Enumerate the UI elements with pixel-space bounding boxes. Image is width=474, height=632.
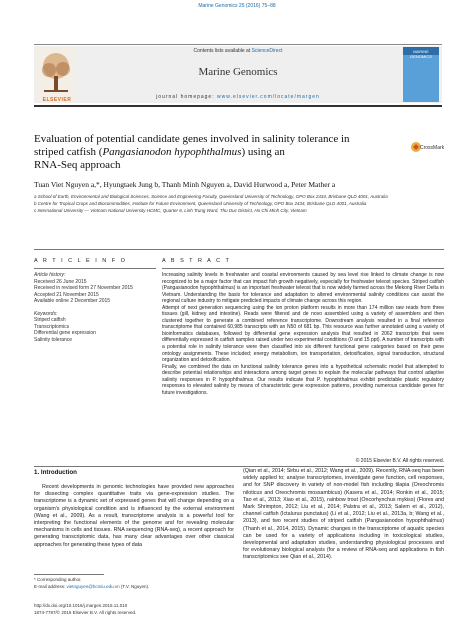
homepage-link[interactable]: www.elsevier.com/locate/margen (217, 94, 320, 100)
affiliation-c: c International University — Vietnam National University HCMC, Quarter 6, Linh Trung Ward, Thu Duc District, Ho Chi Minh City, Vietnam (34, 208, 307, 213)
history-label: Article history: (34, 272, 66, 278)
issn-line: 1874-7787/© 2015 Elsevier B.V. All rights reserved. (34, 610, 137, 615)
contents-prefix: Contents lists available at (193, 48, 252, 54)
species-name: Pangasianodon hypophthalmus (102, 146, 242, 158)
history-item: Received 26 June 2015 (34, 278, 87, 285)
history-item: Available online 2 December 2015 (34, 298, 111, 304)
email-label: E-mail address: (34, 584, 67, 589)
affiliation-a: a School of Earth, Environmental and Biological Sciences, Science and Engineering Faculty, Queensland University of Technology, GPO Box 2434, Brisbane QLD 4001, Australia (34, 194, 388, 199)
sciencedirect-link[interactable]: ScienceDirect (251, 48, 283, 54)
email-name: (T.V. Nguyen). (119, 584, 150, 589)
contents-lists (34, 48, 442, 54)
keyword: Differential gene expression (34, 330, 96, 336)
title-line-2 (34, 146, 404, 159)
elsevier-wordmark: ELSEVIER (42, 97, 72, 103)
abstract-paragraph: Attempt of next generation sequencing using the ion proton platform results in more than 174 million raw reads from three tissues (gill, kidney and intestine). Reads were filtered and de novo assembled using a variety of assemblers and then clustered together to generate a combined reference transcriptome. Downstream analysis resulted in a final reference transcriptome that contained 60,985 transcripts with an N50 of 681 bp. This resource was further annotated using a variety of bioinformatics databases, followed by differential gene expression analysis that resulted in 2062 transcripts that were differentially expressed in catfish samples raised under two experimental conditions (0 and 15 ppt). A number of transcripts with a potential role in salinity tolerance were then classified into six different functional gene categories based on their gene ontology assignments. These included; energy metabolism, ion transportation, detoxification, signal transduction, structural organization and detoxification. (162, 304, 444, 364)
header-top-rule (34, 44, 442, 45)
journal-title: Marine Genomics (198, 66, 278, 78)
journal-reference[interactable]: Marine Genomics 25 (2016) 75–88 (198, 3, 276, 9)
title-part: ) using an (241, 146, 285, 158)
abstract-copyright: © 2015 Elsevier B.V. All rights reserved. (355, 458, 444, 464)
title-line-1: Evaluation of potential candidate genes involved in salinity tolerance in (34, 133, 350, 145)
divider (162, 268, 444, 269)
title-part: striped catfish ( (34, 146, 103, 158)
abstract-body (162, 272, 444, 396)
email-link[interactable]: vietnguyen@hcmiu.edu.vn (66, 584, 120, 589)
article-info-heading: A R T I C L E I N F O (34, 258, 127, 264)
divider (34, 249, 444, 250)
divider (34, 466, 444, 467)
homepage-prefix: journal homepage: (156, 94, 217, 100)
header-bottom-rule (34, 105, 442, 107)
abstract-heading: A B S T R A C T (162, 258, 231, 264)
email-line (34, 584, 234, 589)
article-title (34, 133, 404, 172)
intro-paragraph: Recent developments in genomic technologies have provided new approaches for dissecting complex quantitative traits via gene-expression studies. The transcriptome is a dynamic set of expressed genes that will change depending on a organism's physiological condition and is influenced by the external environment (Wang et al., 2009). As a result, transcriptome analysis is a powerful tool for interpreting the functional elements of the genome and for revealing molecular mechanisms in cells and tissues. RNA sequencing (RNA-seq), a recent approach for generating transcriptomic data, has many clear advantages over other classical approaches for generating these types of data (34, 484, 234, 548)
history-item: Accepted 21 November 2015 (34, 291, 99, 298)
abstract-paragraph: Increasing salinity levels in freshwater and coastal environments caused by sea level rise linked to climate change is now recognized to be a major factor that can impact fish growth negatively, especially for freshwater teleost species. Striped catfish (Pangasianodon hypophthalmus) is an important freshwater teleost that is now widely farmed across the Mekong River Delta in Vietnam. Understanding the basis for tolerance and adaptation to altered environmental salinity conditions can assist the regional culture industry to mitigate predicted impacts of climate change across this region. (162, 272, 444, 305)
abstract-paragraph: Finally, we combined the data on functional salinity tolerance genes into a hypothetical schematic model that attempted to describe potential relationships and interactions among target genes to explain the molecular pathways that control adaptive salinity responses in P. hypophthalmus. Our results indicate that P. hypophthalmus exhibit predictable plastic regulatory responses to elevated salinity by means of characteristic gene expression patterns, providing numerous candidate genes for future investigations. (162, 363, 444, 396)
intro-paragraph-col2: (Qian et al., 2014; Sirbu et al., 2012; Wang et al., 2009). Recently, RNA-seq has been widely applied to; analyse transcriptomes, investigate gene function, cell responses, and for SNP discovery in variety of non-model fish including tilapia (Oreochromis niloticus and Oreochromis mossambicus) (Kasera et al., 2014; Ronkin et al., 2015; Tao et al., 2013; Xiao et al., 2015), rainbow trout (Oncorhynchus mykiss) (Flores and Mark Shrimpton, 2012; Liu et al., 2014; Palstra et al., 2013; Salem et al., 2012), channel catfish (Ictalurus punctatus) (Li et al., 2012; Liu et al., 2013a, b; Wang et al., 2013), and two recent studies of striped catfish (Pangasianodon hypophthalmus) (Thanh et al., 2014, 2015). Dynamic changes in the transcriptome of aquatic species can be used for a variety of applications including in toxicological studies, developmental and adaptation studies, understanding physiological processes and for evolutionary biological analysis (for a review of RNA-seq and applications in fish transcriptomics see Qian et al., 2014). (243, 468, 444, 561)
author-list[interactable]: Tuan Viet Nguyen a,*, Hyungtaek Jung b, Thanh Minh Nguyen a, David Hurwood a, Peter Mather a (34, 180, 336, 189)
journal-cover-title: MARINE GENOMICS (410, 49, 432, 59)
journal-homepage (34, 94, 442, 100)
footnote-rule (34, 574, 104, 575)
article-info (34, 272, 156, 343)
history-item: Received in revised form 27 November 2015 (34, 285, 133, 291)
crossmark-label[interactable]: CrossMark (420, 145, 445, 151)
doi-link[interactable]: http://dx.doi.org/10.1016/j.margen.2015.11.010 (34, 603, 128, 608)
keyword: Salinity tolerance (34, 336, 73, 343)
keyword: Transcriptomics (34, 323, 70, 330)
affiliation-b: b Centre for Tropical Crops and Biocommodities, Institute for Future Environment, Queensland University of Technology, GPO Box 2434, Brisbane QLD 4001, Australia (34, 201, 367, 206)
keywords-label: Keywords: (34, 310, 58, 317)
section-heading-introduction: 1. Introduction (34, 469, 77, 476)
corresponding-author: * Corresponding author. (34, 577, 82, 582)
keyword: Striped catfish (34, 317, 66, 323)
title-line-3: RNA-Seq approach (34, 159, 121, 171)
divider (34, 268, 156, 269)
